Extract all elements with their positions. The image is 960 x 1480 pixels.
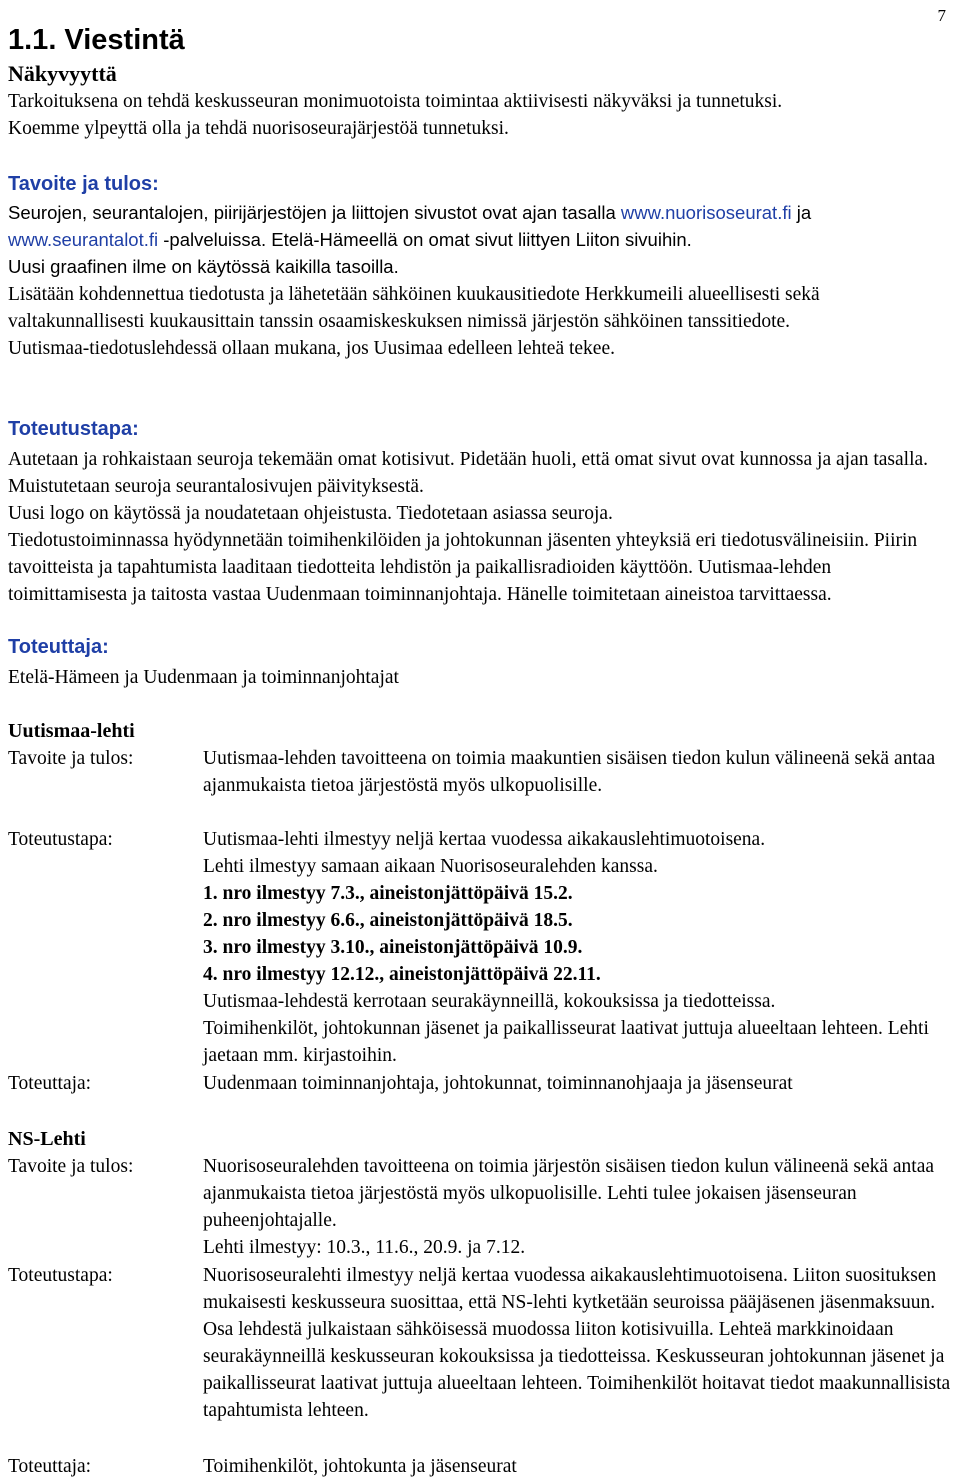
goal-paragraph-2 [8, 281, 952, 362]
issue-3: 3. nro ilmestyy 3.10., aineistonjättöpäivä 10.9. [203, 937, 583, 958]
nslehti-method-label: Toteutustapa: [8, 1265, 113, 1286]
goal-line-3: Uusi graafinen ilme on käytössä kaikilla tasoilla. [8, 256, 399, 277]
uutismaa-goal-text: Uutismaa-lehden tavoitteena on toimia maakuntien sisäisen tiedon kulun välineenä sekä antaa ajanmukaista tietoa järjestöstä myös ulkopuolisille. [203, 748, 936, 796]
nuorisoseurat-link[interactable]: www.nuorisoseurat.fi [620, 202, 792, 223]
seurantalot-link[interactable]: www.seurantalot.fi [8, 229, 159, 250]
goal-para-2: Lisätään kohdennettua tiedotusta ja lähetetään sähköinen kuukausitiedote Herkkumeili alueellisesti sekä valtakunnallisesti kuukausittain tanssin osaamiskeskuksen nimissä järjestön sähköinen tanssitiedote. [8, 284, 820, 332]
nslehti-executor-text: Toimihenkilöt, johtokunta ja jäsenseurat [203, 1456, 517, 1477]
nslehti-executor-label: Toteuttaja: [8, 1456, 92, 1477]
page-number: 7 [937, 6, 946, 25]
nslehti-goal-text: Nuorisoseuralehden tavoitteena on toimia järjestön sisäisen tiedon kulun välineenä sekä antaa ajanmukaista tietoa järjestöstä myös ulkopuolisille. Lehti tulee jokaisen jäsenseuran puheenjohtajalle. [203, 1156, 935, 1231]
goal-line-1-end: ja [791, 202, 812, 223]
intro-paragraph [8, 88, 952, 142]
uutismaa-heading: Uutismaa-lehti [8, 720, 135, 742]
uutismaa-method-line-2: Lehti ilmestyy samaan aikaan Nuorisoseuralehden kanssa. [203, 856, 658, 877]
goal-line-1 [8, 199, 952, 226]
executor-section [8, 634, 952, 691]
method-logo-line: Uusi logo on käytössä ja noudatetaan ohjeistusta. Tiedotetaan asiassa seuroja. [8, 503, 613, 524]
issue-1: 1. nro ilmestyy 7.3., aineistonjättöpäivä 15.2. [203, 883, 573, 904]
uutismaa-method-line-1: Uutismaa-lehti ilmestyy neljä kertaa vuodessa aikakauslehtimuotoisena. [203, 829, 766, 850]
goal-line-2-text: -palveluissa. Etelä-Hämeellä on omat sivut liittyen Liiton sivuihin. [158, 229, 692, 250]
method-heading: Toteutustapa: [8, 418, 139, 440]
goal-para-3: Uutismaa-tiedotuslehdessä ollaan mukana, jos Uusimaa edelleen lehteä tekee. [8, 338, 615, 359]
goal-line-1-text: Seurojen, seurantalojen, piirijärjestöjen ja liittojen sivustot ovat ajan tasalla [8, 202, 621, 223]
executor-heading: Toteuttaja: [8, 636, 109, 658]
goal-heading: Tavoite ja tulos: [8, 173, 159, 195]
nslehti-goal-dates: Lehti ilmestyy: 10.3., 11.6., 20.9. ja 7.12. [203, 1237, 526, 1258]
nslehti-goal-label: Tavoite ja tulos: [8, 1156, 134, 1177]
uutismaa-goal-label: Tavoite ja tulos: [8, 748, 134, 769]
uutismaa-method-line-4: Toimihenkilöt, johtokunnan jäsenet ja paikallisseurat laativat juttuja alueeltaan lehteen. Lehti jaetaan mm. kirjastoihin. [203, 1018, 929, 1066]
intro-line-1: Tarkoituksena on tehdä keskusseuran monimuotoista toimintaa aktiivisesti näkyväksi ja tunnetuksi. [8, 91, 783, 112]
uutismaa-executor-text: Uudenmaan toiminnanjohtaja, johtokunnat, toiminnanohjaaja ja jäsenseurat [203, 1073, 793, 1094]
nslehti-goal-values [203, 1153, 953, 1261]
goal-line-2 [8, 226, 952, 253]
uutismaa-method-label: Toteutustapa: [8, 829, 113, 850]
method-text: Autetaan ja rohkaistaan seuroja tekemään omat kotisivut. Pidetään huoli, että omat sivut ovat kunnossa ja ajan tasalla. Muistutetaan seuroja seurantalosivujen päivityksestä. [8, 449, 929, 497]
nslehti-method-text: Nuorisoseuralehti ilmestyy neljä kertaa vuodessa aikakauslehtimuotoisena. Liiton suosituksen mukaisesti keskusseura suosittaa, että NS-lehti kytketään seuroissa pääjäsenen jäsenmaksuun. Osa lehdestä julkaistaan sähköisessä muodossa liiton kotisivuilla. Lehteä markkinoidaan seurakäynneillä keskusseuran kokouksissa ja tiedotteissa. Keskusseuran johtokunnan jäsenet ja paikallisseurat laativat juttuja alueeltaan lehteen. Toimihenkilöt hoitavat tiedot maakunnallisista tapahtumista lehteen. [203, 1265, 951, 1421]
goal-section [8, 171, 952, 280]
section-title: 1.1. Viestintä [8, 24, 185, 56]
issue-4: 4. nro ilmestyy 12.12., aineistonjättöpäivä 22.11. [203, 964, 601, 985]
issue-2: 2. nro ilmestyy 6.6., aineistonjättöpäivä 18.5. [203, 910, 573, 931]
intro-line-2: Koemme ylpeyttä olla ja tehdä nuorisoseurajärjestöä tunnetuksi. [8, 118, 509, 139]
uutismaa-executor-label: Toteuttaja: [8, 1073, 92, 1094]
uutismaa-method-values [203, 826, 953, 1069]
method-text-2: Tiedotustoiminnassa hyödynnetään toimihenkilöiden ja johtokunnan jäsenten yhteyksiä eri tiedotusvälineisiin. Piirin tavoitteista ja tapahtumista laaditaan tiedotteita lehdistön ja paikallisradioiden käyttöön. Uutismaa-lehden toimittamisesta ja taitosta vastaa Uudenmaan toiminnanjohtaja. Hänelle toimitetaan aineistoa tarvittaessa. [8, 530, 918, 605]
section-subtitle: Näkyvyyttä [8, 61, 117, 86]
method-section [8, 416, 952, 608]
executor-text: Etelä-Hämeen ja Uudenmaan ja toiminnanjohtajat [8, 667, 399, 688]
uutismaa-method-line-3: Uutismaa-lehdestä kerrotaan seurakäynneillä, kokouksissa ja tiedotteissa. [203, 991, 776, 1012]
nslehti-heading: NS-Lehti [8, 1128, 86, 1150]
